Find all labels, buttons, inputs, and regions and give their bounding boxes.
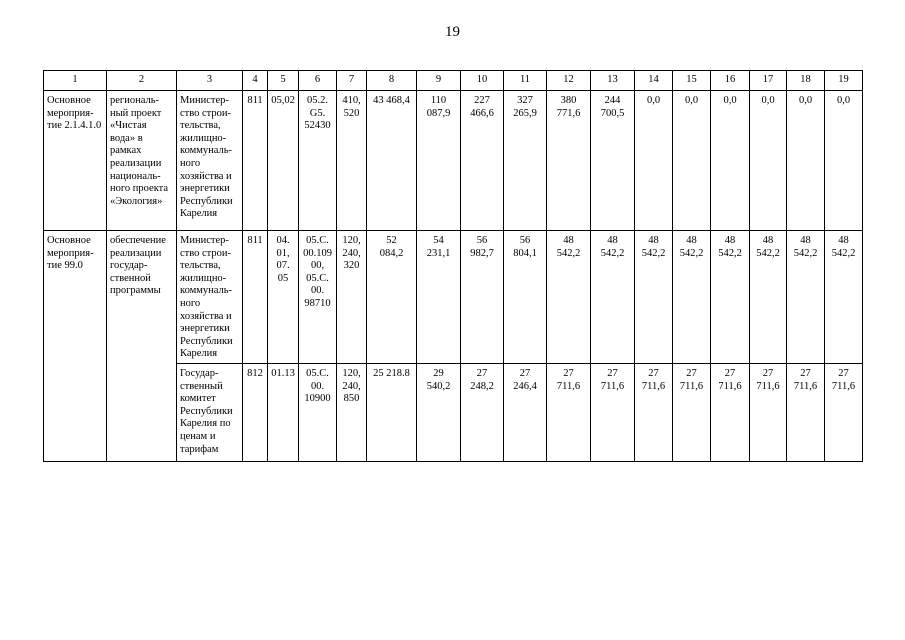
row-2-col-7: 120, 240, 320 xyxy=(337,231,367,364)
row-3-col-3: Государ- ственный комитет Республики Карелия по ценам и тарифам xyxy=(177,364,243,462)
row-1-col-17: 0,0 xyxy=(750,91,787,231)
header-col-3: 3 xyxy=(177,71,243,91)
header-col-1: 1 xyxy=(44,71,107,91)
row-2-col-4: 811 xyxy=(243,231,268,364)
row-1-col-11: 327 265,9 xyxy=(504,91,547,231)
header-col-18: 18 xyxy=(787,71,825,91)
row-1-col-3: Министер- ство строи- тельства, жилищно- коммуналь- ного хозяйства и энергетики Республики Карелия xyxy=(177,91,243,231)
row-1-col-9: 110 087,9 xyxy=(417,91,461,231)
row-1-col-10: 227 466,6 xyxy=(461,91,504,231)
row-1-col-19: 0,0 xyxy=(825,91,863,231)
page-number: 19 xyxy=(445,24,460,40)
table-row xyxy=(44,91,863,231)
table-row xyxy=(44,231,863,364)
row-3-col-18: 27 711,6 xyxy=(787,364,825,462)
row-1-col-5: 05,02 xyxy=(268,91,299,231)
header-col-9: 9 xyxy=(417,71,461,91)
header-col-14: 14 xyxy=(635,71,673,91)
header-col-10: 10 xyxy=(461,71,504,91)
row-1-col-7: 410, 520 xyxy=(337,91,367,231)
row-2-col-3: Министер- ство строи- тельства, жилищно- коммуналь- ного хозяйства и энергетики Республики Карелия xyxy=(177,231,243,364)
budget-table xyxy=(43,70,863,462)
row-1-col-4: 811 xyxy=(243,91,268,231)
row-3-col-6: 05.С. 00. 10900 xyxy=(299,364,337,462)
row-3-col-5: 01.13 xyxy=(268,364,299,462)
row-2-col-14: 48 542,2 xyxy=(635,231,673,364)
row-3-col-7: 120, 240, 850 xyxy=(337,364,367,462)
row-2-col-18: 48 542,2 xyxy=(787,231,825,364)
row-3-col-15: 27 711,6 xyxy=(673,364,711,462)
row-2-col-6: 05.С. 00.109 00, 05.С. 00. 98710 xyxy=(299,231,337,364)
row-1-col-18: 0,0 xyxy=(787,91,825,231)
row-1-col-1: Основное мероприя- тие 2.1.4.1.0 xyxy=(44,91,107,231)
row-2-col-8: 52 084,2 xyxy=(367,231,417,364)
row-3-col-13: 27 711,6 xyxy=(591,364,635,462)
header-col-19: 19 xyxy=(825,71,863,91)
row-1-col-16: 0,0 xyxy=(711,91,750,231)
header-col-12: 12 xyxy=(547,71,591,91)
row-2-col-16: 48 542,2 xyxy=(711,231,750,364)
row-3-col-12: 27 711,6 xyxy=(547,364,591,462)
header-col-5: 5 xyxy=(268,71,299,91)
row-3-col-10: 27 248,2 xyxy=(461,364,504,462)
header-col-15: 15 xyxy=(673,71,711,91)
header-col-8: 8 xyxy=(367,71,417,91)
row-3-col-4: 812 xyxy=(243,364,268,462)
header-col-2: 2 xyxy=(107,71,177,91)
row-2-col-15: 48 542,2 xyxy=(673,231,711,364)
row-3-col-8: 25 218.8 xyxy=(367,364,417,462)
header-col-4: 4 xyxy=(243,71,268,91)
row-2-col-13: 48 542,2 xyxy=(591,231,635,364)
row-3-col-11: 27 246,4 xyxy=(504,364,547,462)
header-col-13: 13 xyxy=(591,71,635,91)
row-1-col-13: 244 700,5 xyxy=(591,91,635,231)
row-1-col-2: региональ- ный проект «Чистая вода» в рамках реализации националь- ного проекта «Экология» xyxy=(107,91,177,231)
row-1-col-12: 380 771,6 xyxy=(547,91,591,231)
header-row xyxy=(44,71,863,91)
row-1-col-6: 05.2. G5. 52430 xyxy=(299,91,337,231)
row-2-col-1: Основное мероприя- тие 99.0 xyxy=(44,231,107,462)
row-3-col-16: 27 711,6 xyxy=(711,364,750,462)
row-2-col-5: 04. 01, 07. 05 xyxy=(268,231,299,364)
row-2-col-12: 48 542,2 xyxy=(547,231,591,364)
table-body xyxy=(44,71,863,462)
row-2-col-11: 56 804,1 xyxy=(504,231,547,364)
row-2-col-9: 54 231,1 xyxy=(417,231,461,364)
row-2-col-2: обеспечение реализации государ- ственной программы xyxy=(107,231,177,462)
header-col-16: 16 xyxy=(711,71,750,91)
row-1-col-15: 0,0 xyxy=(673,91,711,231)
header-col-11: 11 xyxy=(504,71,547,91)
row-3-col-9: 29 540,2 xyxy=(417,364,461,462)
header-col-6: 6 xyxy=(299,71,337,91)
row-2-col-10: 56 982,7 xyxy=(461,231,504,364)
row-3-col-17: 27 711,6 xyxy=(750,364,787,462)
row-3-col-19: 27 711,6 xyxy=(825,364,863,462)
row-2-col-19: 48 542,2 xyxy=(825,231,863,364)
row-3-col-14: 27 711,6 xyxy=(635,364,673,462)
row-1-col-14: 0,0 xyxy=(635,91,673,231)
row-1-col-8: 43 468,4 xyxy=(367,91,417,231)
row-2-col-17: 48 542,2 xyxy=(750,231,787,364)
header-col-7: 7 xyxy=(337,71,367,91)
header-col-17: 17 xyxy=(750,71,787,91)
